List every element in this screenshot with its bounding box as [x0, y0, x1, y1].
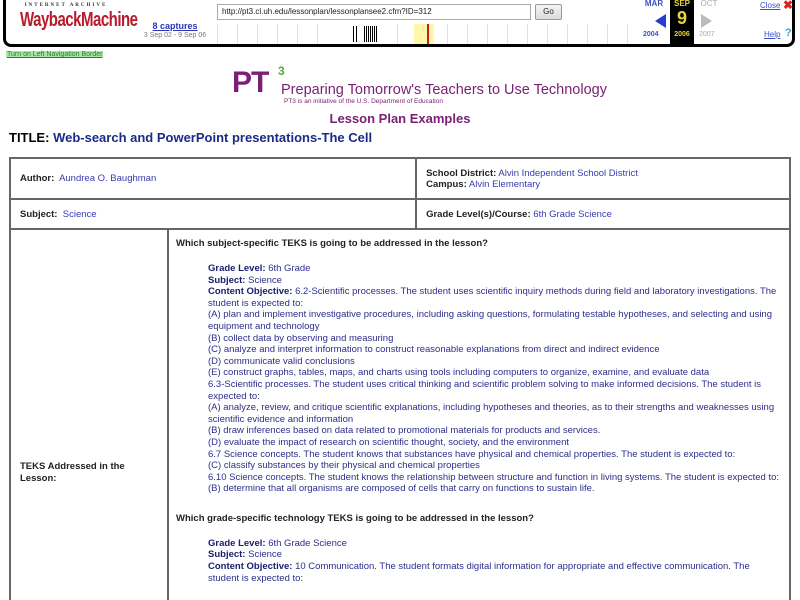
subject-label: Subject: [208, 274, 246, 286]
help-link[interactable]: Help [764, 30, 781, 39]
table-row [10, 199, 790, 229]
campus-value: Alvin Elementary [468, 178, 541, 190]
subject-value: Science [248, 274, 282, 286]
lesson-info-table [9, 157, 791, 600]
current-day: 9 [676, 8, 687, 28]
current-capture-date [670, 0, 694, 44]
wayback-logo[interactable] [20, 3, 138, 32]
teks-body-cell [168, 229, 790, 600]
objective-line: (A) analyze, review, and critique scientific explanations, including hypotheses and theories, as to their strengths and weaknesses using scientific evidence and information [208, 402, 775, 425]
objective-line: (E) construct graphs, tables, maps, and charts using tools including computers to organize, examine, and evaluate data [208, 367, 710, 379]
teks-question-subject: Which subject-specific TEKS is going to be addressed in the lesson? [176, 238, 488, 249]
objective-line: (D) communicate valid conclusions [208, 355, 355, 367]
current-year: 2006 [674, 31, 690, 38]
objective-line: (C) analyze and interpret information to construct reasonable explanations from direct and indirect evidence [208, 344, 660, 356]
lesson-title [9, 130, 372, 145]
capture-mark[interactable] [374, 26, 375, 42]
objective-line: 6.2-Scientific processes. The student uses scientific inquiry methods during field and laboratory investigations. The student is expected to: [208, 286, 777, 309]
teks-label-cell [10, 229, 168, 600]
grade-label: Grade Level(s)/Course: [426, 208, 531, 220]
teks-label: TEKS Addressed in the Lesson: [20, 461, 125, 484]
district-cell [416, 158, 790, 199]
timeline-tick [547, 24, 548, 44]
capture-mark[interactable] [356, 26, 357, 42]
timeline-tick [467, 24, 468, 44]
content-objective-label: Content Objective: [208, 561, 293, 573]
wayback-toolbar [3, 0, 795, 47]
close-link[interactable]: Close [760, 1, 781, 10]
captures-range: 3 Sep 02 - 9 Sep 06 [143, 32, 207, 39]
captures-link[interactable]: 8 captures [152, 21, 198, 31]
teks-technology-block [176, 538, 782, 584]
capture-mark[interactable] [376, 26, 377, 42]
timeline-tick [487, 24, 488, 44]
campus-label: Campus: [426, 178, 467, 190]
teks-question-technology: Which grade-specific technology TEKS is going to be addressed in the lesson? [176, 512, 534, 524]
timeline-tick [237, 24, 238, 44]
objective-line: 6.7 Science concepts. The student knows that substances have physical and chemical properties. The student is expected to: [208, 448, 736, 460]
help-icon[interactable]: ? [785, 27, 792, 39]
next-capture-arrow-icon [701, 14, 712, 28]
timeline-tick [587, 24, 588, 44]
objective-line: 6.3-Scientific processes. The student uses critical thinking and scientific problem solving to make informed decisions. The student is expected to: [208, 378, 762, 402]
capture-mark[interactable] [368, 26, 369, 42]
objective-line: (C) classify substances by their physical and chemical properties [208, 460, 480, 472]
subject-value: Science [62, 208, 97, 220]
timeline-tick [507, 24, 508, 44]
timeline-tick [527, 24, 528, 44]
timeline-tick [397, 24, 398, 44]
table-row [10, 158, 790, 199]
captures-info [140, 21, 210, 39]
subject-value: Science [248, 549, 282, 561]
capture-mark[interactable] [364, 26, 365, 42]
title-label: TITLE: [9, 130, 50, 145]
go-button[interactable]: Go [535, 4, 562, 20]
objective-line: 6.10 Science concepts. The student knows the relationship between structure and function in living systems. The student is expected to: [208, 471, 780, 483]
objective-line: (B) draw inferences based on data related to promotional materials for products and services. [208, 425, 601, 437]
logo-main-text: WaybackMachine [20, 8, 138, 32]
subject-label: Subject: [20, 208, 58, 220]
timeline-tick [567, 24, 568, 44]
grade-level-label: Grade Level: [208, 263, 266, 274]
current-year-highlight [414, 24, 434, 44]
page-heading: Lesson Plan Examples [329, 111, 471, 126]
current-capture-marker [427, 24, 429, 44]
left-nav-border-toggle[interactable]: Turn on Left Navigation Border [7, 51, 103, 58]
author-cell [10, 158, 416, 199]
prev-capture-arrow-icon[interactable] [655, 14, 666, 28]
subject-cell [10, 199, 416, 229]
objective-line: (B) collect data by observing and measuring [208, 332, 394, 344]
next-month: OCT [700, 0, 718, 8]
logo-top-text: INTERNET ARCHIVE [24, 3, 108, 8]
content-objective-label: Content Objective: [208, 286, 293, 298]
timeline-tick [447, 24, 448, 44]
timeline-tick [297, 24, 298, 44]
grade-level-value: 6th Grade Science [268, 537, 347, 549]
teks-subject-block [176, 263, 782, 495]
timeline-tick [317, 24, 318, 44]
pt3-logo-superscript: 3 [278, 64, 285, 78]
subject-label: Subject: [208, 549, 246, 561]
current-month: SEP [673, 0, 690, 8]
district-value: Alvin Independent School District [498, 167, 638, 179]
url-input[interactable]: http://pt3.cl.uh.edu/lessonplan/lessonplansee2.cfm?ID=312 [217, 4, 531, 20]
objective-text: 10 Communication. The student formats digital information for appropriate and effective communication. The student is expected to: [208, 561, 750, 584]
pt3-tagline: Preparing Tomorrow's Teachers to Use Technology [281, 82, 607, 98]
objective-line: (D) evaluate the impact of research on scientific thought, society, and the environment [208, 436, 570, 448]
timeline-tick [607, 24, 608, 44]
prev-year[interactable]: 2004 [643, 31, 659, 38]
capture-mark[interactable] [353, 26, 354, 42]
grade-level-label: Grade Level: [208, 537, 266, 549]
timeline-tick [217, 24, 218, 44]
timeline-tick [257, 24, 258, 44]
pt3-subtitle: PT3 is an initiative of the U.S. Department of Education [284, 98, 443, 105]
objective-line: (A) plan and implement investigative procedures, including asking questions, formulating testable hypotheses, and selecting and using equipment and technology [208, 309, 773, 332]
next-year: 2007 [699, 31, 715, 38]
capture-mark[interactable] [372, 26, 373, 42]
close-icon[interactable]: ✖ [783, 0, 794, 12]
timeline-tick [627, 24, 628, 44]
objective-line: (B) determine that all organisms are composed of cells that carry on functions to sustain life. [208, 483, 595, 495]
timeline-tick [277, 24, 278, 44]
table-row [10, 229, 790, 600]
grade-level-value: 6th Grade [268, 263, 311, 274]
author-value: Aundrea O. Baughman [59, 173, 157, 184]
grade-cell [416, 199, 790, 229]
capture-mark[interactable] [370, 26, 371, 42]
title-value: Web-search and PowerPoint presentations-The Cell [53, 130, 373, 145]
district-label: School District: [426, 167, 497, 179]
pt3-logo-mark: PT [232, 66, 269, 99]
capture-timeline[interactable] [217, 24, 635, 44]
grade-value: 6th Grade Science [533, 208, 612, 220]
prev-month[interactable]: MAR [644, 0, 664, 8]
author-label: Author: [20, 173, 55, 184]
capture-mark[interactable] [366, 26, 367, 42]
